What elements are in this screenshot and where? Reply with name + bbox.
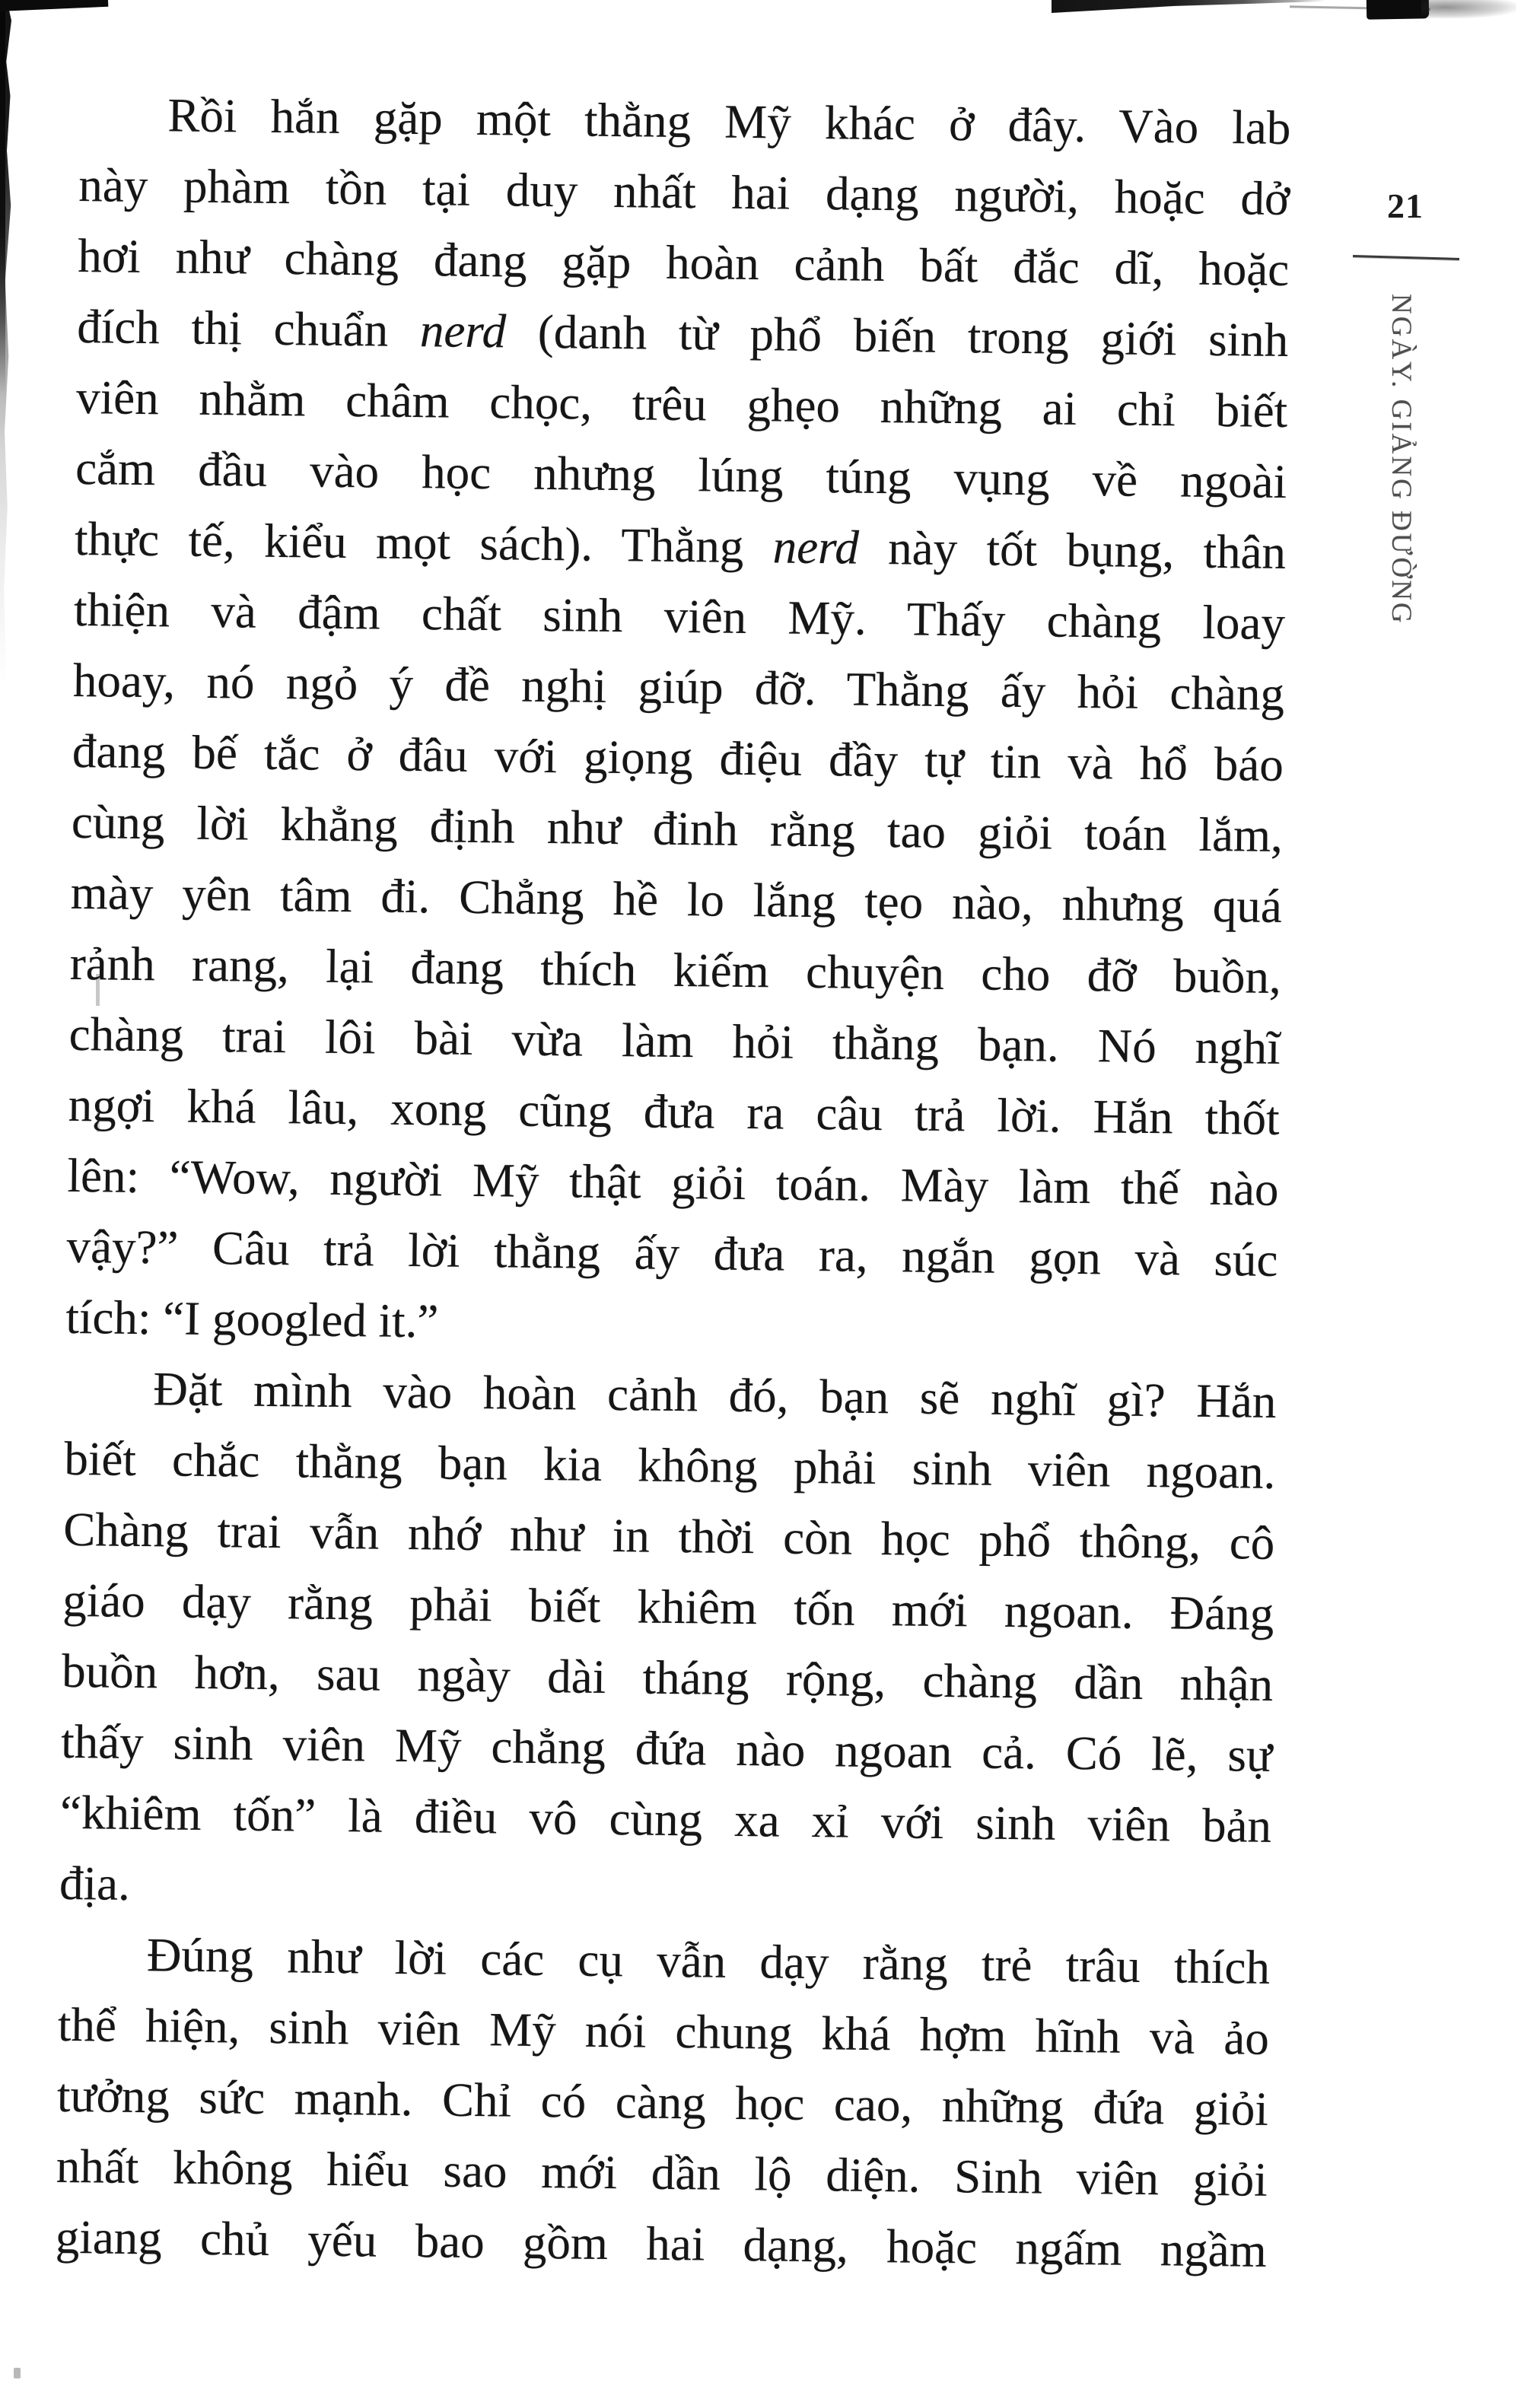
text-line [62,1565,1274,1650]
paragraph [55,1919,1270,2286]
text-segment: mày yên tâm đi. Chẳng hề lo lắng tẹo nào, nhưng quá [70,865,1283,933]
italic-text-segment: nerd [419,304,507,358]
text-line [55,2202,1267,2286]
text-segment: giang chủ yếu bao gồm hai dạng, hoặc ngấm ngầm [55,2210,1268,2277]
text-segment: Đúng như lời các cụ vẫn dạy rằng trẻ trâu thích [146,1928,1271,1994]
text-line [70,857,1282,942]
text-segment: Rồi hắn gặp một thằng Mỹ khác ở đây. Vào lab [167,88,1291,155]
text-segment: đích thị chuẩn [76,299,421,358]
text-segment: Chàng trai vẫn nhớ như in thời còn học phổ thông, cô [62,1502,1275,1570]
text-segment: (danh từ phổ biến trong giới sinh [505,304,1289,367]
text-line [60,1777,1272,1862]
text-block [55,79,1291,2286]
text-line [76,362,1288,447]
text-segment: đang bế tắc ở đâu với giọng điệu đầy tự tin và hổ báo [72,724,1284,792]
text-line [56,2131,1268,2216]
running-header-vertical: NGÀY. GIẢNG ĐƯỜNG [1386,294,1417,625]
text-segment: giáo dạy rằng phải biết khiêm tốn mới ngoan. Đáng [62,1573,1274,1640]
text-line [72,716,1284,800]
text-segment: thấy sinh viên Mỹ chẳng đứa nào ngoan cả. Có lẽ, sự [60,1714,1273,1782]
text-line [68,1070,1280,1154]
page-number: 21 [1387,186,1424,225]
text-segment: thực tế, kiểu mọt sách). Thằng [74,511,774,574]
text-segment: hoay, nó ngỏ ý đề nghị giúp đỡ. Thằng ấy hỏi chàng [72,653,1285,721]
text-segment: tích: “I googled it.” [65,1290,439,1348]
text-line [67,1141,1279,1225]
text-segment: thiện và đậm chất sinh viên Mỹ. Thấy chàng loay [73,582,1286,651]
text-line [65,1282,1278,1366]
text-line [59,1848,1271,1933]
text-segment: thể hiện, sinh viên Mỹ nói chung khá hợm hĩnh và ảo [57,1997,1270,2065]
text-segment: cắm đầu vào học nhưng lúng túng vụng về ngoài [75,441,1287,509]
scan-artifact-left-gutter-shadow [0,0,11,685]
text-segment: lên: “Wow, người Mỹ thật giỏi toán. Mày làm thế nào [67,1148,1279,1216]
text-line [68,999,1281,1083]
text-line [59,1919,1271,2003]
text-segment: cùng lời khẳng định như đinh rằng tao giỏi toán lắm, [71,794,1284,862]
text-line [78,150,1290,234]
scan-artifact-speck [14,2368,21,2378]
text-line [79,79,1291,164]
text-segment: “khiêm tốn” là điều vô cùng xa xỉ với sinh viên bản [59,1785,1272,1853]
text-segment: vậy?” Câu trả lời thằng ấy đưa ra, ngắn gọn và súc [66,1219,1278,1287]
text-segment: viên nhằm châm chọc, trêu ghẹo những ai chỉ biết [75,370,1288,438]
text-line [62,1636,1274,1720]
text-segment: Đặt mình vào hoàn cảnh đó, bạn sẽ nghĩ gì? Hắn [153,1362,1277,1428]
text-segment: nhất không hiểu sao mới dần lộ diện. Sinh viên giỏi [56,2139,1268,2206]
text-segment: biết chắc thằng bạn kia không phải sinh viên ngoan. [64,1431,1276,1499]
text-line [73,645,1285,730]
text-line [71,787,1283,871]
text-line [57,1990,1269,2074]
text-line [65,1353,1277,1437]
scan-artifact-top-streak-tail [1290,5,1430,11]
text-line [74,574,1286,659]
text-line [78,221,1290,305]
page-number-rule [1353,255,1459,260]
paragraph [59,1353,1277,1933]
text-segment: địa. [59,1856,131,1911]
text-segment: hơi như chàng đang gặp hoàn cảnh bất đắc dĩ, hoặc [77,228,1290,297]
text-line [75,433,1287,517]
text-segment: chàng trai lôi bài vừa làm hỏi thằng bạn. Nó nghĩ [68,1007,1281,1074]
paragraph [65,79,1291,1366]
text-segment: này tốt bụng, thân [858,520,1287,580]
text-segment: ngợi khá lâu, xong cũng đưa ra câu trả lời. Hắn thốt [68,1077,1281,1145]
text-segment: tưởng sức mạnh. Chỉ có càng học cao, những đứa giỏi [56,2068,1269,2136]
scan-artifact-top-streak [1052,0,1325,13]
text-line [64,1424,1276,1508]
italic-text-segment: nerd [772,520,860,574]
text-line [56,2060,1268,2145]
text-line [75,504,1287,588]
scan-artifact-left-gutter-core [0,0,5,396]
text-segment: buồn hơn, sau ngày dài tháng rộng, chàng dần nhận [61,1643,1274,1711]
text-line [61,1707,1273,1791]
scan-artifact-top-right-blob [1367,0,1429,20]
scan-artifact-top-right-smudge [1421,0,1516,18]
text-segment: này phàm tồn tại duy nhất hai dạng người, hoặc dở [78,157,1290,226]
text-line [63,1494,1275,1579]
scan-artifact-top-left-wedge [0,0,108,11]
text-segment: rảnh rang, lại đang thích kiếm chuyện cho đỡ buồn, [69,936,1282,1004]
text-line [66,1211,1278,1296]
text-line [77,291,1289,376]
text-line [69,928,1281,1013]
